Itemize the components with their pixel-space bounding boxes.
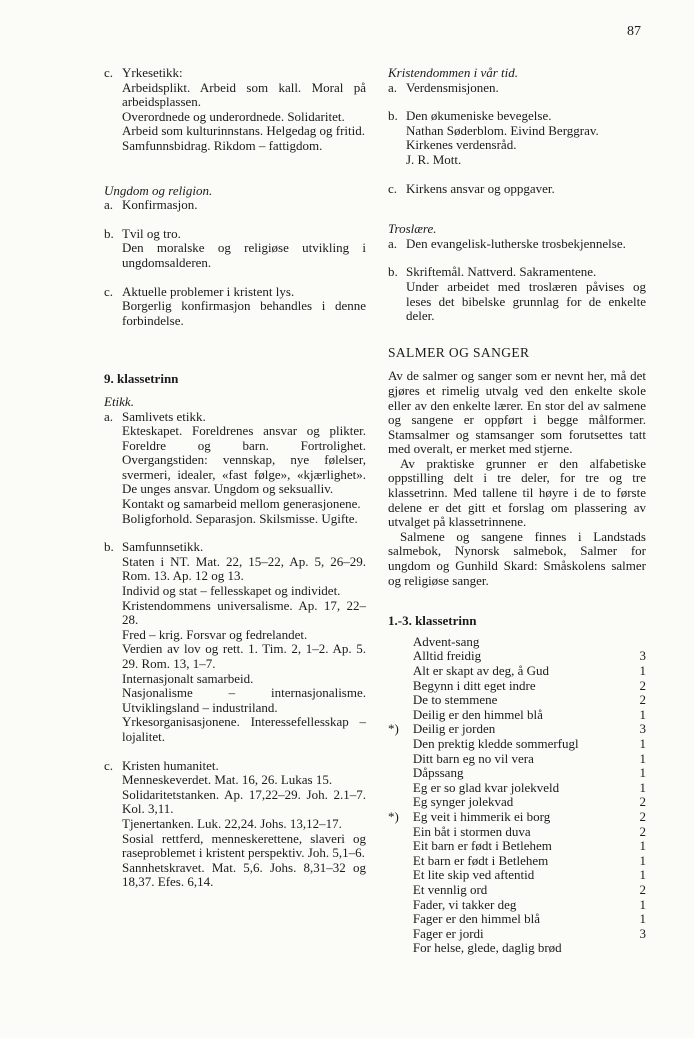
item-line: Yrkesorganisasjonene. Interessefellesskap – lojalitet. — [122, 714, 366, 744]
item-line: Den økumeniske bevegelse. — [406, 108, 552, 124]
table-row — [388, 854, 646, 869]
song-mark — [388, 781, 413, 796]
item-line: Arbeid som kulturinnstans. Helgedag og fritid. — [122, 123, 365, 139]
table-row — [388, 868, 646, 883]
item-line: Den moralske og religiøse utvikling i ungdomsalderen. — [122, 240, 366, 270]
item-label: a. — [388, 235, 398, 251]
list-item — [388, 182, 646, 197]
table-row — [388, 927, 646, 942]
song-title: Fager er jordi — [412, 925, 484, 941]
song-mark — [388, 664, 413, 679]
item-line: Konfirmasjon. — [122, 197, 198, 213]
table-row — [388, 766, 646, 781]
item-line: Arbeidsplikt. Arbeid som kall. Moral på arbeidsplassen. — [122, 79, 366, 110]
song-grade — [634, 941, 646, 956]
table-row — [388, 693, 646, 708]
song-title: Fager er den himmel blå — [412, 911, 540, 927]
song-grade: 1 — [639, 911, 646, 927]
song-mark — [388, 649, 413, 664]
item-label: b. — [388, 264, 398, 280]
song-grade: 2 — [639, 881, 646, 897]
table-row — [388, 679, 646, 694]
table-row — [388, 883, 646, 898]
item-line: Kristendommens universalisme. Ap. 17, 22–28. — [122, 597, 366, 628]
song-grade: 3 — [639, 648, 646, 664]
item-line: Tvil og tro. — [122, 225, 181, 241]
paragraph: Av de salmer og sanger som er nevnt her, må det gjøres et rimelig utvalg ved den enkelte skole eller av den enkelte lærer. En stor del av salmene og sangene er oppført i begge målformer. Stamsalmer og stamsanger som forutsettes tatt med overalt, er merket med stjerne. — [388, 368, 646, 457]
item-label: b. — [104, 225, 114, 241]
song-mark — [388, 693, 413, 708]
item-label: c. — [104, 65, 114, 80]
list-item — [388, 237, 646, 252]
list-item — [104, 410, 366, 527]
song-title: Den prektig kledde sommerfugl — [412, 735, 579, 751]
song-mark — [388, 868, 413, 883]
song-grade: 2 — [639, 808, 646, 824]
song-title: Et lite skip ved aftentid — [412, 867, 535, 883]
song-mark — [388, 839, 413, 854]
list-item — [104, 285, 366, 329]
item-line: Kirkenes verdensråd. — [406, 137, 517, 153]
item-line: Verdensmisjonen. — [406, 79, 499, 95]
item-line: Staten i NT. Mat. 22, 15–22, Ap. 5, 26–29. Rom. 13. Ap. 12 og 13. — [122, 553, 366, 584]
song-mark — [388, 708, 413, 723]
item-label: a. — [104, 197, 114, 213]
section-heading-kristendommen: Kristendommen i vår tid. — [388, 65, 518, 80]
table-row — [388, 781, 646, 796]
item-line: Menneskeverdet. Mat. 16, 26. Lukas 15. — [122, 772, 333, 788]
song-table — [388, 635, 646, 956]
table-row — [388, 810, 646, 825]
table-row — [388, 708, 646, 723]
song-mark — [388, 795, 413, 810]
page-number: 87 — [627, 24, 641, 39]
table-row — [388, 795, 646, 810]
item-line: Ekteskapet. Foreldrenes ansvar og plikter. Foreldre og barn. Fortrolighet. Overgangstiden: vennskap, nye følelser, svermeri, idealer, «fast følge», «kjærlighet». De unges ansvar. Ungdom og seksualliv. — [122, 423, 366, 497]
song-grade: 3 — [639, 721, 646, 737]
item-line: Nathan Søderblom. Eivind Berggrav. — [406, 122, 599, 138]
item-line: Samfunnsbidrag. Rikdom – fattigdom. — [122, 137, 323, 153]
song-grade: 2 — [639, 677, 646, 693]
item-line: Den evangelisk-lutherske trosbekjennelse. — [406, 235, 626, 251]
song-grade: 1 — [639, 896, 646, 912]
list-item — [104, 198, 366, 213]
song-grade: 2 — [639, 794, 646, 810]
song-grade — [634, 635, 646, 650]
item-line: Aktuelle problemer i kristent lys. — [122, 283, 295, 299]
table-row — [388, 722, 646, 737]
song-title: Begynn i ditt eget indre — [412, 677, 536, 693]
song-grade: 2 — [639, 692, 646, 708]
item-label: b. — [104, 539, 114, 555]
paragraph: Salmene og sangene finnes i Landstads salmebok, Nynorsk salmebok, Salmer for ungdom og Gunhild Skard: Småskolens salmer og religiøse sanger. — [388, 528, 646, 588]
song-title: Fader, vi takker deg — [412, 896, 517, 912]
table-row — [388, 912, 646, 927]
song-title: Eg synger jolekvad — [412, 794, 514, 810]
left-column — [104, 66, 366, 890]
song-mark — [388, 898, 413, 913]
item-line: Kirkens ansvar og oppgaver. — [406, 180, 555, 196]
song-mark — [388, 854, 413, 869]
table-row — [388, 664, 646, 679]
song-title: Alltid freidig — [412, 648, 482, 664]
song-grade: 1 — [639, 663, 646, 678]
song-mark — [388, 912, 413, 927]
song-grade: 1 — [639, 735, 646, 751]
song-mark: *) — [388, 721, 399, 737]
item-line: J. R. Mott. — [406, 151, 462, 167]
song-title: Deilig er den himmel blå — [412, 706, 543, 722]
table-row — [388, 839, 646, 854]
item-line: Under arbeidet med troslæren påvises og leses det bibelske grunnlag for de enkelte deler. — [406, 278, 646, 324]
section-heading-klasse9: 9. klassetrinn — [104, 371, 179, 387]
song-grade: 1 — [639, 867, 646, 883]
item-line: Boligforhold. Separasjon. Skilsmisse. Ugifte. — [122, 510, 358, 526]
item-label: a. — [104, 408, 114, 424]
subheading-etikk: Etikk. — [104, 393, 134, 409]
song-title: De to stemmene — [412, 692, 498, 708]
item-line: Fred – krig. Forsvar og fedrelandet. — [122, 626, 308, 642]
item-line: Nasjonalisme – internasjonalisme. Utviklingsland – industriland. — [122, 685, 366, 715]
section-heading-troslaere: Troslære. — [388, 221, 437, 237]
item-line: Samfunnsetikk. — [122, 539, 204, 555]
item-line: Borgerlig konfirmasjon behandles i denne forbindelse. — [122, 298, 366, 328]
song-title: Dåpssang — [412, 765, 464, 781]
list-item — [104, 759, 366, 890]
list-item — [104, 227, 366, 271]
song-title: Et barn er født i Betlehem — [412, 852, 549, 868]
song-mark — [388, 679, 413, 694]
song-title: Eit barn er født i Betlehem — [412, 838, 552, 854]
song-grade: 2 — [639, 823, 646, 839]
song-mark — [388, 635, 413, 650]
song-grade: 1 — [639, 706, 646, 722]
song-mark — [388, 883, 413, 898]
table-row — [388, 635, 646, 650]
item-line: Skriftemål. Nattverd. Sakramentene. — [406, 264, 597, 280]
item-line: Individ og stat – fellesskapet og individet. — [122, 583, 341, 599]
song-grade: 1 — [639, 765, 646, 781]
item-line: Samlivets etikk. — [122, 408, 206, 424]
item-heading: Yrkesetikk: — [122, 65, 183, 80]
item-line: Kristen humanitet. — [122, 757, 219, 773]
list-item — [388, 81, 646, 96]
song-grade: 1 — [639, 852, 646, 868]
song-mark — [388, 825, 413, 840]
song-mark — [388, 927, 413, 942]
list-item — [388, 265, 646, 323]
section-yrkesetikk — [104, 66, 366, 154]
song-mark — [388, 766, 413, 781]
list-item — [388, 109, 646, 167]
section-heading-ungdom: Ungdom og religion. — [104, 182, 213, 198]
song-mark — [388, 737, 413, 752]
item-label: c. — [104, 757, 114, 773]
item-label: a. — [388, 79, 398, 95]
song-title: Ditt barn eg no vil vera — [412, 750, 534, 766]
item-line: Sosial rettferd, menneskerettene, slaveri og raseproblemet i kristent perspektiv. Joh. 5,1–6. — [122, 830, 366, 861]
song-title: Deilig er jorden — [412, 721, 496, 737]
item-line: Verdien av lov og rett. 1. Tim. 2, 1–2. Ap. 5. 29. Rom. 13, 1–7. — [122, 641, 366, 671]
item-line: Sannhetskravet. Mat. 5,6. Johs. 8,31–32 og 18,37. Efes. 6,14. — [122, 859, 366, 890]
song-title: For helse, glede, daglig brød — [412, 940, 562, 956]
item-line: Kontakt og samarbeid mellom generasjonene. — [122, 496, 361, 512]
song-mark — [388, 941, 413, 956]
song-title: Ein båt i stormen duva — [412, 823, 531, 839]
item-label: b. — [388, 108, 398, 124]
song-mark — [388, 752, 413, 767]
table-row — [388, 752, 646, 767]
table-row — [388, 737, 646, 752]
paragraph: Av praktiske grunner er den alfabetiske oppstilling delt i tre deler, for tre og tre klassetrinn. Med tallene til høyre i de to første delene er det gitt et forslag om plassering av utvalget på klassetrinnene. — [388, 455, 646, 530]
song-mark: *) — [388, 808, 399, 824]
song-title: Advent-sang — [412, 633, 480, 649]
song-grade: 1 — [639, 779, 646, 795]
table-row — [388, 649, 646, 664]
table-row — [388, 898, 646, 913]
song-title: Et vennlig ord — [412, 881, 488, 897]
right-column — [388, 66, 646, 956]
song-grade: 3 — [639, 925, 646, 941]
song-grade: 1 — [639, 838, 646, 854]
item-label: c. — [104, 283, 114, 299]
song-title: Eg veit i himmerik ei borg — [412, 808, 551, 824]
item-line: Internasjonalt samarbeid. — [122, 670, 254, 686]
song-title: Alt er skapt av deg, å Gud — [412, 663, 550, 678]
item-line: Overordnede og underordnede. Solidaritet. — [122, 108, 345, 124]
section-heading-salmer: SALMER OG SANGER — [388, 344, 530, 360]
list-item — [104, 540, 366, 744]
item-line: Tjenertanken. Luk. 22,24. Johs. 13,12–17. — [122, 815, 342, 831]
song-grade: 1 — [639, 750, 646, 766]
song-title: Eg er so glad kvar jolekveld — [412, 779, 560, 795]
table-row — [388, 941, 646, 956]
item-line: Solidaritetstanken. Ap. 17,22–29. Joh. 2.1–7. Kol. 3,11. — [122, 786, 366, 817]
table-row — [388, 825, 646, 840]
section-heading-songlist: 1.-3. klassetrinn — [388, 613, 477, 629]
item-label: c. — [388, 180, 398, 196]
